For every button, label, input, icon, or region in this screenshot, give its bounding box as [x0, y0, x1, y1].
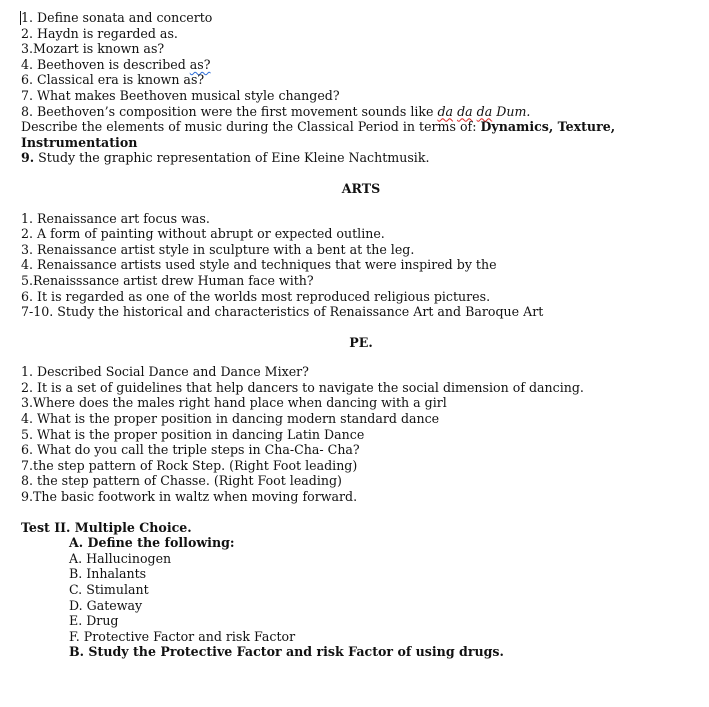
music-q9-number: 9.	[21, 150, 35, 166]
arts-item: 6. It is regarded as one of the worlds most reproduced religious pictures.	[21, 288, 491, 304]
arts-item: 5.Renaisssance artist drew Human face with?	[21, 272, 314, 288]
spelling-marked-word[interactable]: da	[476, 103, 493, 119]
music-q8-dum: Dum.	[496, 103, 531, 119]
music-q2: 2. Haydn is regarded as.	[21, 25, 178, 41]
arts-item: 4. Renaissance artists used style and techniques that were inspired by the	[21, 257, 497, 273]
music-describe-text: Describe the elements of music during the Classical Period in terms of:	[21, 119, 481, 135]
pe-item: 5. What is the proper position in dancing Latin Dance	[21, 426, 365, 442]
pe-item: 3.Where does the males right hand place when dancing with a girl	[21, 395, 447, 411]
arts-item: 2. A form of painting without abrupt or expected outline.	[21, 226, 385, 242]
spelling-marked-word[interactable]: da	[457, 103, 473, 119]
music-q9	[21, 150, 701, 166]
test2-item: D. Gateway	[69, 597, 143, 613]
document-page[interactable]	[21, 10, 701, 660]
pe-heading: PE.	[349, 334, 373, 350]
music-describe-bold: Dynamics, Texture,	[480, 119, 616, 135]
grammar-marked-word[interactable]: as?	[189, 56, 211, 72]
pe-item: 2. It is a set of guidelines that help dancers to navigate the social dimension of dancing.	[21, 379, 584, 395]
pe-item: 9.The basic footwork in waltz when moving forward.	[21, 489, 358, 505]
music-q3: 3.Mozart is known as?	[21, 41, 165, 57]
arts-heading: ARTS	[341, 180, 381, 196]
test2-item: E. Drug	[69, 613, 119, 629]
test2-item: F. Protective Factor and risk Factor	[69, 628, 296, 644]
test2-item: B. Inhalants	[69, 566, 147, 582]
music-describe-bold-2: Instrumentation	[21, 134, 138, 150]
music-q9-text: Study the graphic representation of Eine Kleine Nachtmusik.	[34, 150, 430, 166]
test2-item: C. Stimulant	[69, 582, 149, 597]
arts-item: 3. Renaissance artist style in sculpture with a bent at the leg.	[21, 241, 415, 257]
test2-item: A. Hallucinogen	[69, 550, 172, 566]
music-q4	[21, 57, 701, 73]
pe-item: 6. What do you call the triple steps in Cha-Cha- Cha?	[21, 442, 360, 458]
test2-sub-a: A. Define the following:	[69, 535, 235, 551]
music-q7: 7. What makes Beethoven musical style changed?	[21, 87, 340, 103]
music-describe	[21, 119, 701, 135]
pe-item: 4. What is the proper position in dancing modern standard dance	[21, 411, 440, 427]
test2-heading: Test II. Multiple Choice.	[21, 519, 192, 535]
test2-sub-b: B. Study the Protective Factor and risk Factor of using drugs.	[69, 644, 504, 660]
music-q1: 1. Define sonata and concerto	[21, 10, 213, 25]
pe-item: 7.the step pattern of Rock Step. (Right Foot leading)	[21, 457, 358, 473]
pe-item: 1. Described Social Dance and Dance Mixer?	[21, 364, 309, 380]
music-q8	[21, 104, 701, 120]
music-q6: 6. Classical era is known as?	[21, 72, 205, 88]
pe-item: 8. the step pattern of Chasse. (Right Foot leading)	[21, 473, 342, 489]
music-q4-text: 4. Beethoven is described	[21, 56, 190, 72]
spelling-marked-word[interactable]: da	[437, 103, 454, 119]
arts-item: 7-10. Study the historical and characteristics of Renaissance Art and Baroque Art	[21, 304, 544, 320]
arts-item: 1. Renaissance art focus was.	[21, 210, 210, 226]
music-q8-text: 8. Beethoven’s composition were the first movement sounds like	[21, 103, 438, 119]
